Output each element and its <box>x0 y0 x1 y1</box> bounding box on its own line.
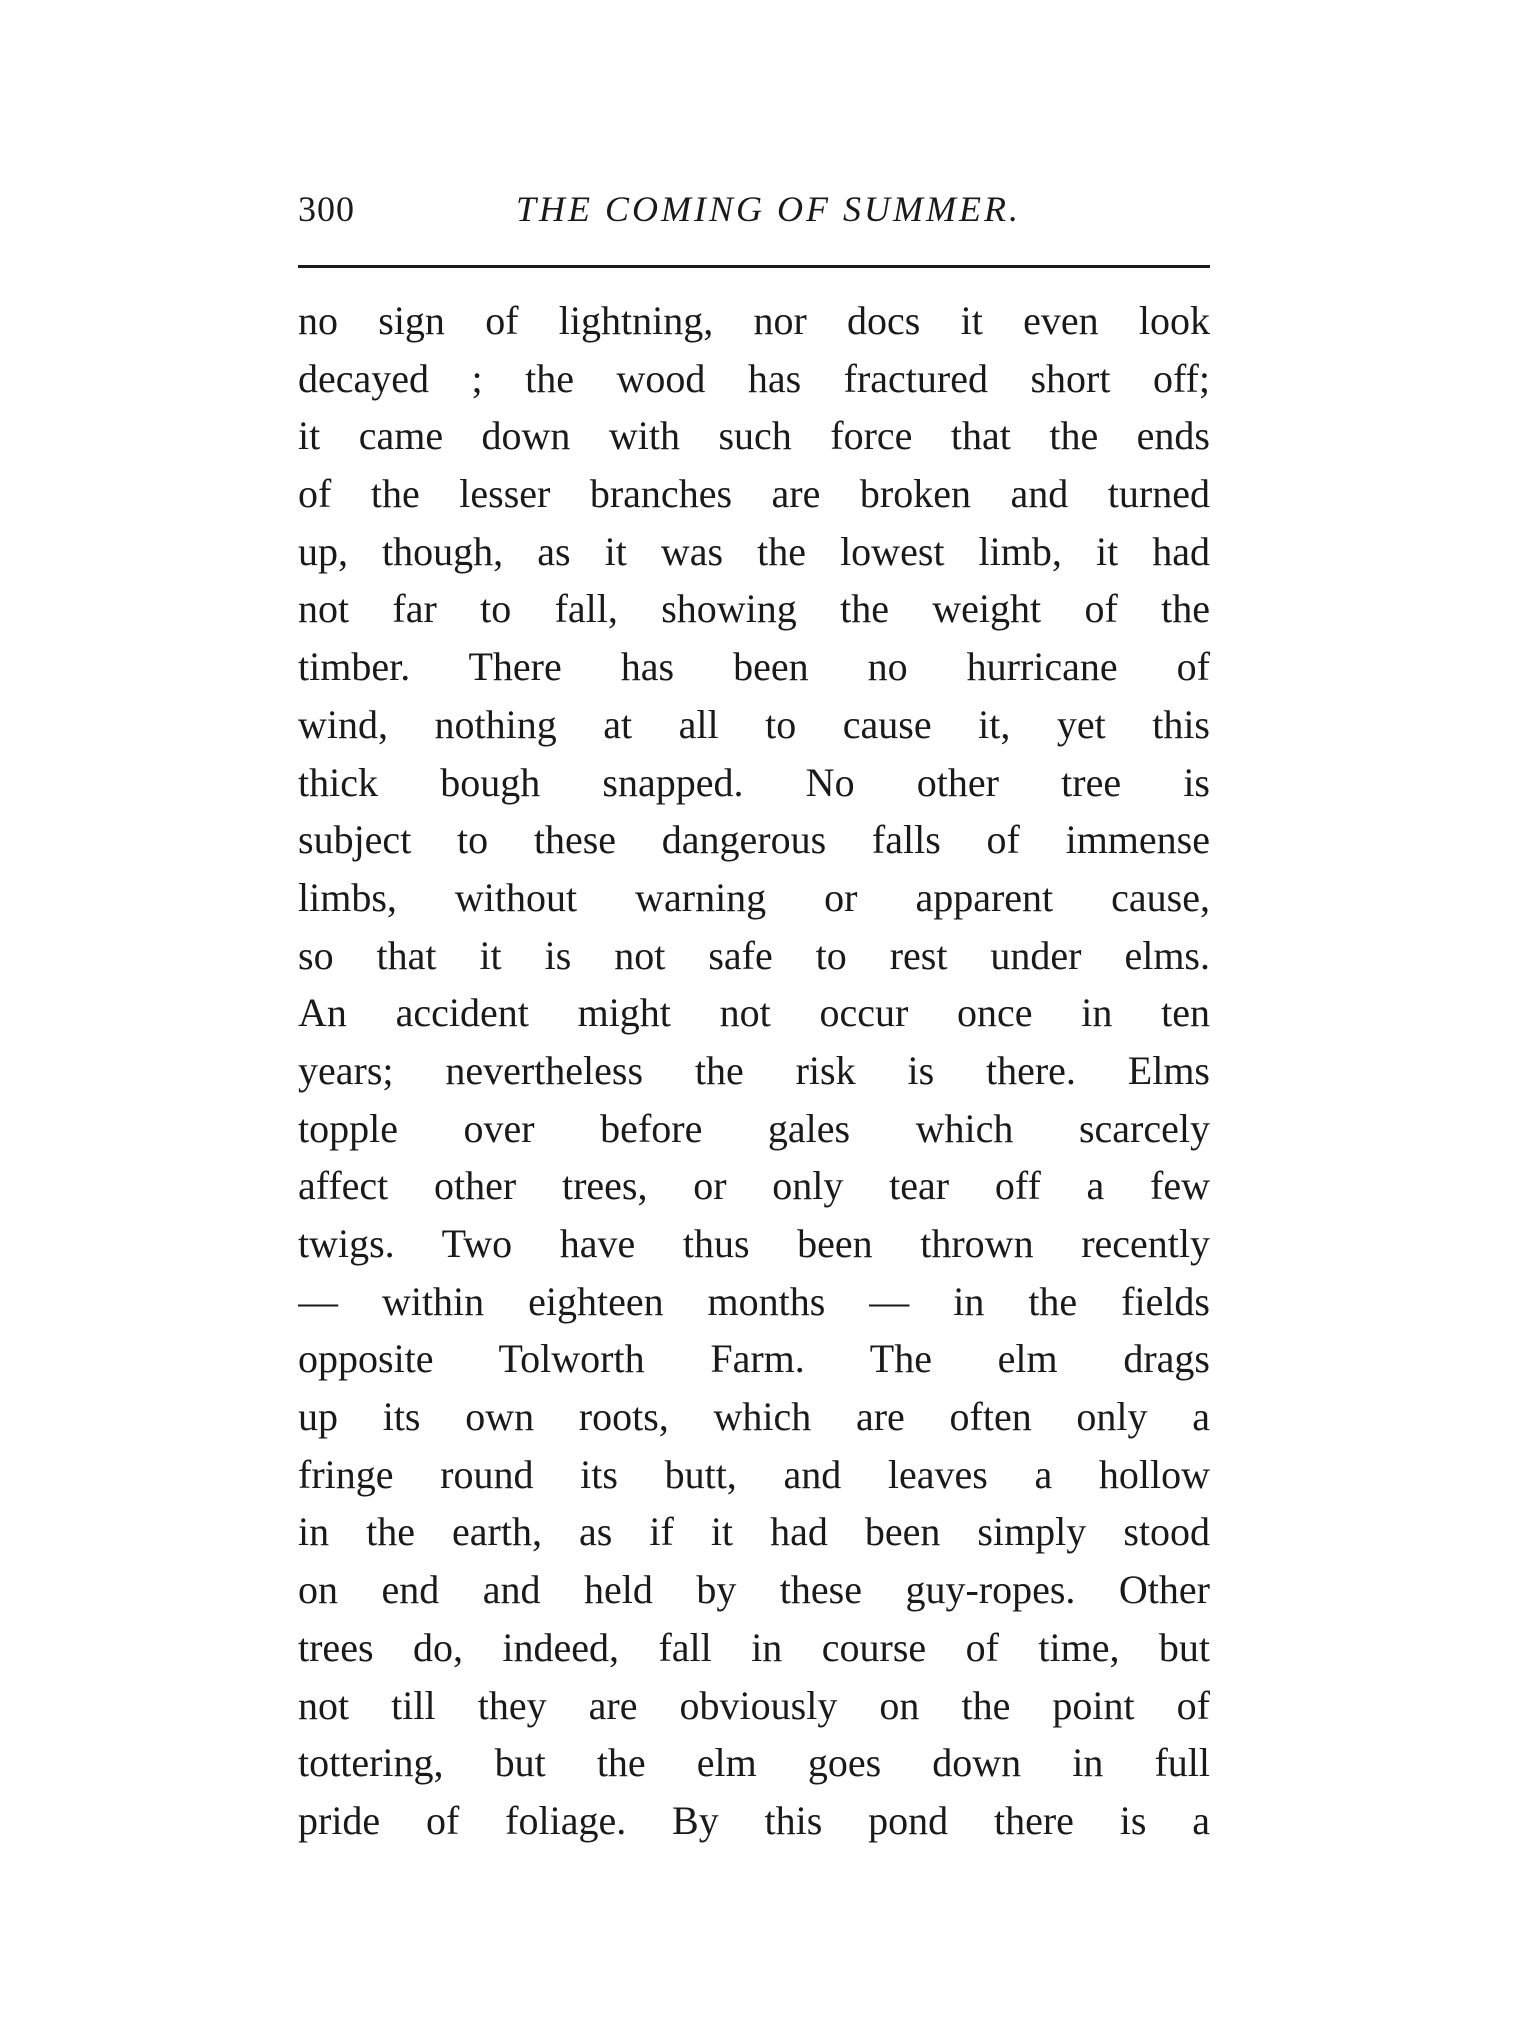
text-line: timber. There has been no hurricane of <box>298 644 1210 690</box>
text-line: tottering, but the elm goes down in full <box>298 1740 1210 1786</box>
text-line: An accident might not occur once in ten <box>298 990 1210 1036</box>
running-head <box>298 188 1210 238</box>
text-line: subject to these dangerous falls of immense <box>298 817 1210 863</box>
text-line: on end and held by these guy-ropes. Other <box>298 1567 1210 1613</box>
text-line: it came down with such force that the ends <box>298 413 1210 459</box>
text-line: not till they are obviously on the point of <box>298 1682 1210 1728</box>
running-title: THE COMING OF SUMMER. <box>516 189 1021 229</box>
text-line: not far to fall, showing the weight of the <box>298 586 1210 632</box>
text-line: up its own roots, which are often only a <box>298 1394 1210 1440</box>
text-line: limbs, without warning or apparent cause, <box>298 874 1210 920</box>
text-line: affect other trees, or only tear off a few <box>298 1163 1210 1209</box>
text-line: topple over before gales which scarcely <box>298 1105 1210 1151</box>
text-line: so that it is not safe to rest under elms. <box>298 932 1210 978</box>
text-line: thick bough snapped. No other tree is <box>298 759 1210 805</box>
text-line: up, though, as it was the lowest limb, it had <box>298 528 1210 574</box>
header-rule <box>298 265 1210 268</box>
text-line: decayed ; the wood has fractured short off; <box>298 355 1210 401</box>
body-text <box>298 292 1210 1850</box>
text-line: fringe round its butt, and leaves a hollow <box>298 1451 1210 1497</box>
page-number: 300 <box>298 189 355 229</box>
text-line: of the lesser branches are broken and turned <box>298 471 1210 517</box>
text-line: pride of foliage. By this pond there is a <box>298 1797 1210 1843</box>
text-line: years; nevertheless the risk is there. Elms <box>298 1047 1210 1093</box>
text-line: — within eighteen months — in the fields <box>298 1278 1210 1324</box>
text-line: in the earth, as if it had been simply stood <box>298 1509 1210 1555</box>
text-line: opposite Tolworth Farm. The elm drags <box>298 1336 1210 1382</box>
text-line: twigs. Two have thus been thrown recently <box>298 1221 1210 1266</box>
text-line: wind, nothing at all to cause it, yet this <box>298 701 1210 747</box>
text-line: trees do, indeed, fall in course of time, but <box>298 1624 1210 1670</box>
text-line: no sign of lightning, nor docs it even look <box>298 298 1210 343</box>
